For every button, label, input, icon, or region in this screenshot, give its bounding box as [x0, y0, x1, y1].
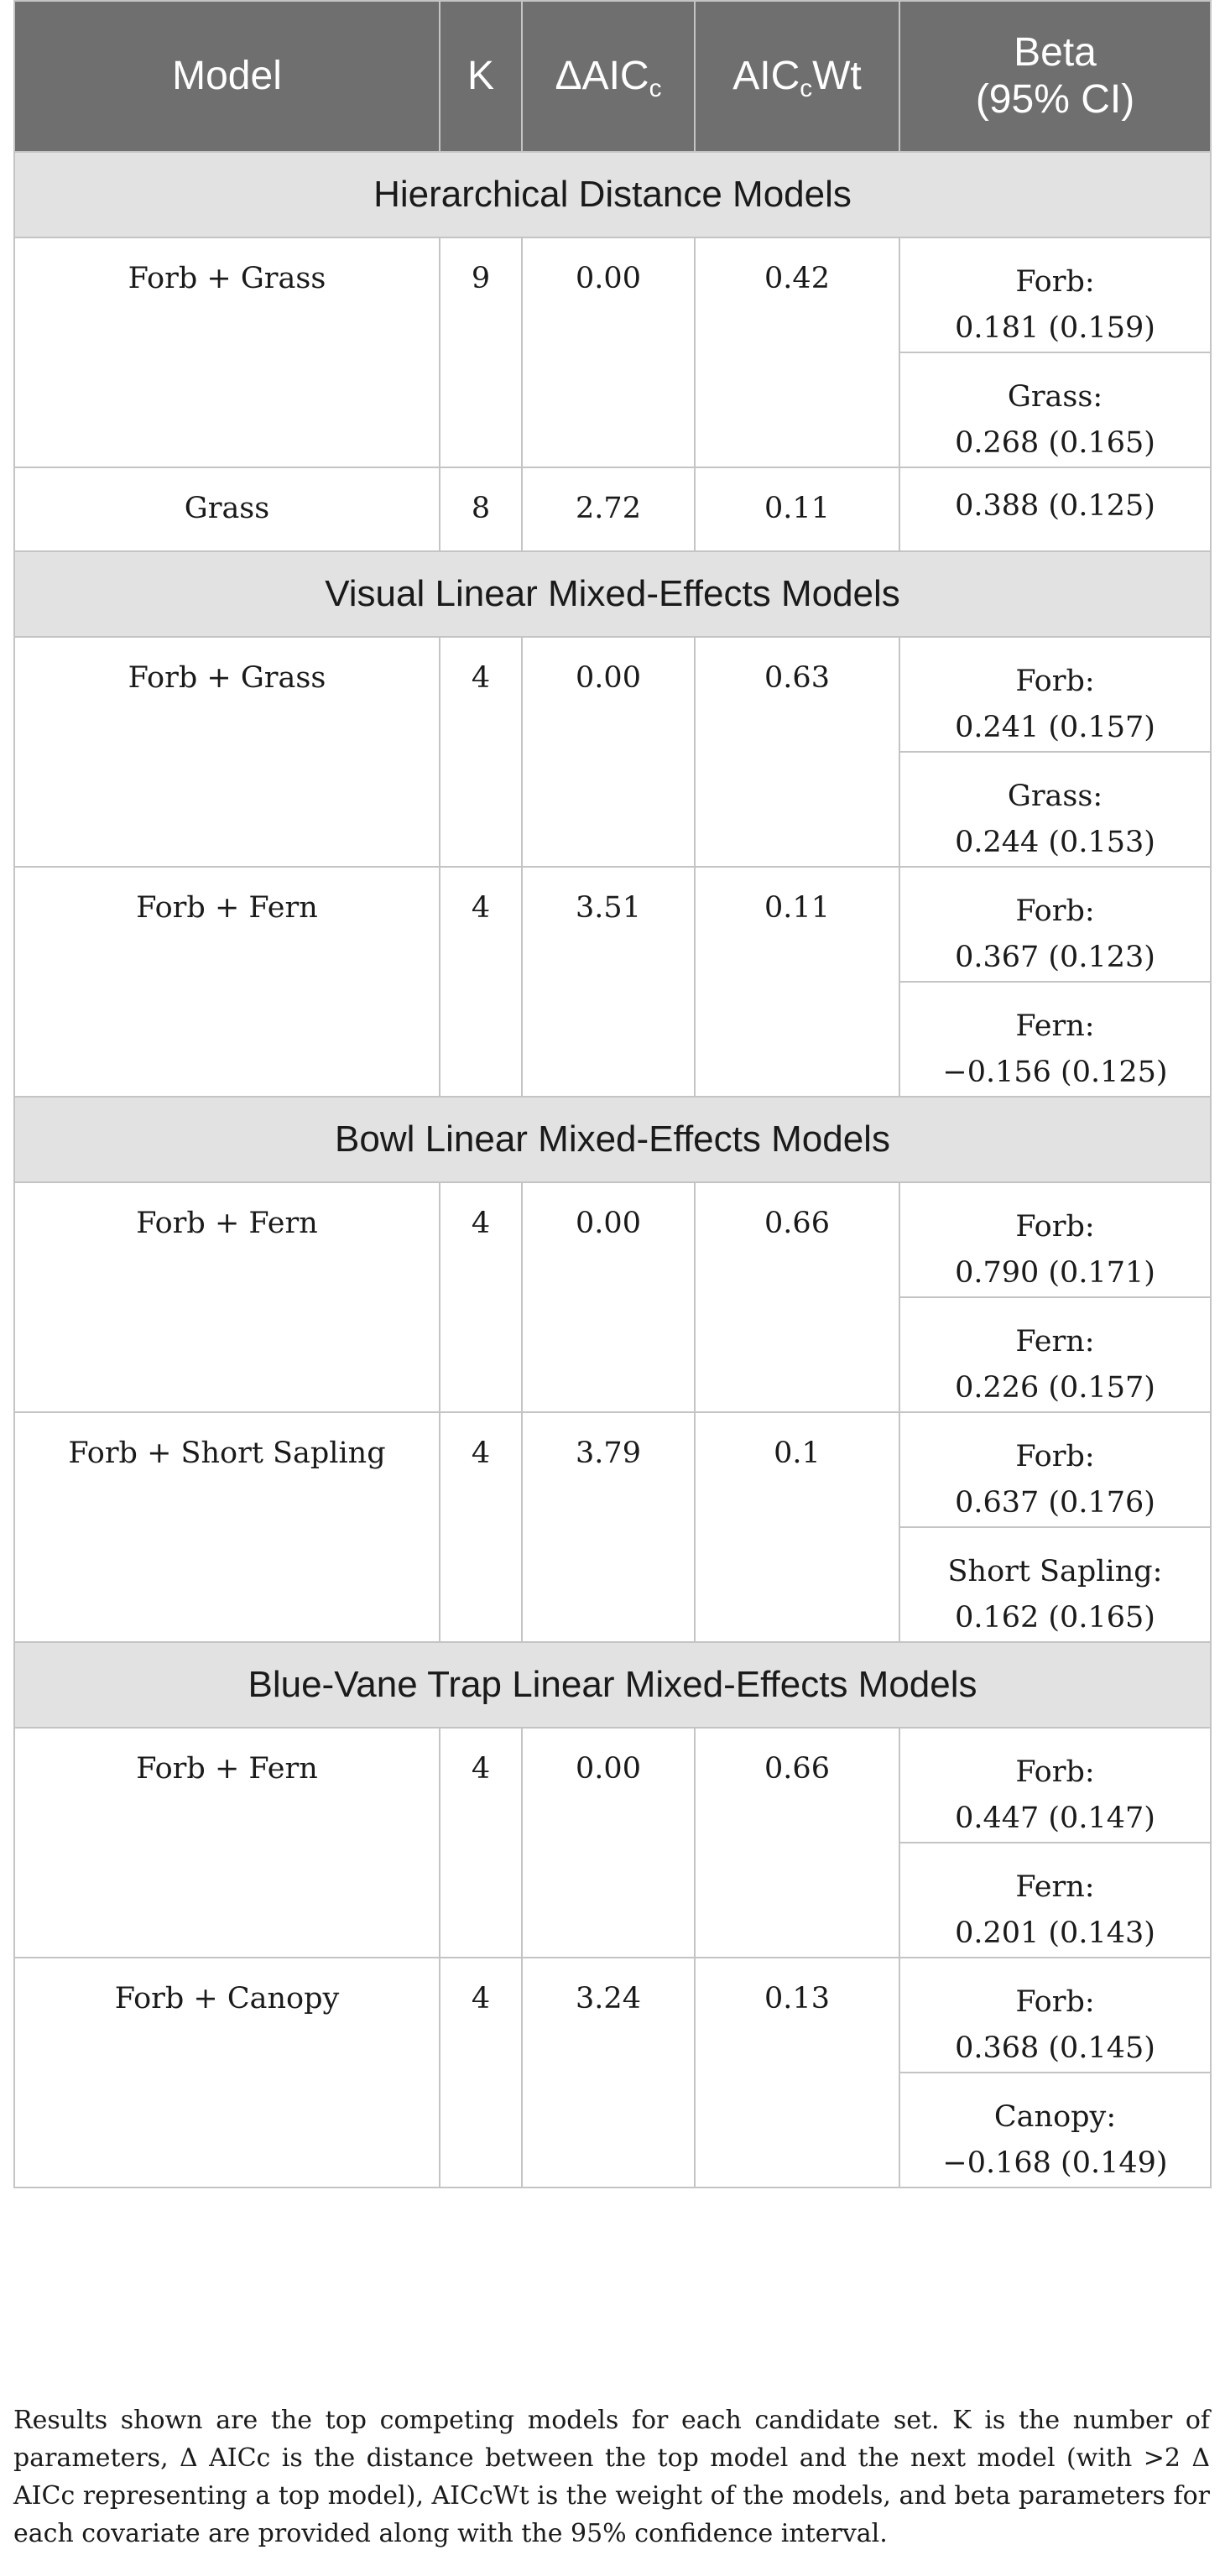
aiccwt-cell: 0.1 [695, 1412, 899, 1642]
section-row [14, 152, 1211, 237]
beta-value: 0.226 (0.157) [955, 1371, 1155, 1405]
beta-value: 0.368 (0.145) [955, 2031, 1155, 2065]
beta-value: 0.162 (0.165) [955, 1601, 1155, 1635]
delta-aicc-cell: 0.00 [522, 237, 695, 467]
beta-cell [899, 237, 1211, 352]
section-title: Blue-Vane Trap Linear Mixed-Effects Models [14, 1642, 1211, 1728]
beta-cell [899, 1958, 1211, 2073]
section-title: Bowl Linear Mixed-Effects Models [14, 1097, 1211, 1182]
beta-value: 0.367 (0.123) [955, 941, 1155, 974]
beta-covariate-label: Fern: [1015, 1009, 1095, 1043]
beta-value: 0.268 (0.165) [955, 426, 1155, 460]
aiccwt-cell: 0.11 [695, 867, 899, 1097]
table-body [14, 152, 1211, 2188]
beta-value: −0.156 (0.125) [942, 1056, 1168, 1089]
beta-value: 0.637 (0.176) [955, 1486, 1155, 1520]
model-cell: Grass [14, 467, 440, 551]
header-model: Model [14, 1, 440, 152]
beta-cell [899, 1527, 1211, 1642]
delta-aicc-cell: 3.51 [522, 867, 695, 1097]
delta-aicc-cell: 0.00 [522, 637, 695, 867]
beta-covariate-label: Forb: [1015, 1440, 1095, 1473]
aiccwt-cell: 0.66 [695, 1182, 899, 1412]
beta-value: −0.168 (0.149) [942, 2146, 1168, 2180]
model-cell: Forb + Grass [14, 237, 440, 467]
table-container [13, 0, 1210, 2188]
beta-value: 0.181 (0.159) [955, 311, 1155, 345]
beta-covariate-label: Grass: [1007, 780, 1103, 813]
table-row [14, 867, 1211, 982]
beta-cell [899, 752, 1211, 867]
beta-covariate-label: Forb: [1015, 665, 1095, 698]
beta-cell [899, 1412, 1211, 1527]
table-header [14, 1, 1211, 152]
beta-cell [899, 467, 1211, 551]
header-beta: Beta (95% CI) [899, 1, 1211, 152]
beta-value: 0.201 (0.143) [955, 1916, 1155, 1950]
beta-value: 0.388 (0.125) [955, 489, 1155, 523]
model-cell: Forb + Short Sapling [14, 1412, 440, 1642]
k-cell: 4 [440, 1958, 522, 2188]
aiccwt-cell: 0.13 [695, 1958, 899, 2188]
table-row [14, 1728, 1211, 1843]
section-row [14, 1097, 1211, 1182]
section-row [14, 551, 1211, 637]
beta-cell [899, 1182, 1211, 1297]
beta-covariate-label: Forb: [1015, 265, 1095, 299]
k-cell: 4 [440, 637, 522, 867]
aiccwt-cell: 0.63 [695, 637, 899, 867]
k-cell: 4 [440, 867, 522, 1097]
table-row [14, 1182, 1211, 1297]
header-row [14, 1, 1211, 152]
k-cell: 8 [440, 467, 522, 551]
beta-covariate-label: Forb: [1015, 894, 1095, 928]
model-cell: Forb + Fern [14, 1182, 440, 1412]
beta-covariate-label: Grass: [1007, 380, 1103, 414]
k-cell: 9 [440, 237, 522, 467]
table-row [14, 1958, 1211, 2073]
table-row [14, 1412, 1211, 1527]
beta-covariate-label: Forb: [1015, 1985, 1095, 2019]
beta-cell [899, 1297, 1211, 1412]
table-row [14, 237, 1211, 352]
beta-covariate-label: Canopy: [993, 2100, 1117, 2134]
table-row [14, 467, 1211, 551]
aiccwt-cell: 0.11 [695, 467, 899, 551]
beta-covariate-label: Fern: [1015, 1325, 1095, 1358]
delta-aicc-cell: 3.24 [522, 1958, 695, 2188]
k-cell: 4 [440, 1412, 522, 1642]
aiccwt-cell: 0.66 [695, 1728, 899, 1958]
header-aiccwt: $AIC_cWt$ [695, 1, 899, 152]
model-selection-table [13, 0, 1212, 2188]
header-delta-aicc: $\Delta AIC_c$ [522, 1, 695, 152]
delta-aicc-cell: 3.79 [522, 1412, 695, 1642]
model-cell: Forb + Canopy [14, 1958, 440, 2188]
section-title: Visual Linear Mixed-Effects Models [14, 551, 1211, 637]
beta-covariate-label: Fern: [1015, 1870, 1095, 1904]
beta-cell [899, 637, 1211, 752]
table-row [14, 637, 1211, 752]
beta-cell [899, 1728, 1211, 1843]
beta-value: 0.447 (0.147) [955, 1802, 1155, 1835]
beta-value: 0.790 (0.171) [955, 1256, 1155, 1290]
table-footnote: Results shown are the top competing models for each candidate set. K is the number of parameters, Δ AICc is the distance between the top model and the next model (with >2 Δ AICc representing a top model), AICcWt is the weight of the models, and beta parameters for each covariate are provided along with the 95% confidence interval. [13, 2406, 1210, 2548]
beta-covariate-label: Forb: [1015, 1210, 1095, 1244]
beta-covariate-label: Short Sapling: [947, 1555, 1163, 1588]
beta-cell [899, 2073, 1211, 2188]
beta-cell [899, 1843, 1211, 1958]
beta-value: 0.241 (0.157) [955, 711, 1155, 744]
beta-value: 0.244 (0.153) [955, 826, 1155, 859]
beta-covariate-label: Forb: [1015, 1755, 1095, 1789]
section-row [14, 1642, 1211, 1728]
model-cell: Forb + Fern [14, 867, 440, 1097]
beta-cell [899, 867, 1211, 982]
header-k: K [440, 1, 522, 152]
aiccwt-cell: 0.42 [695, 237, 899, 467]
delta-aicc-cell: 2.72 [522, 467, 695, 551]
section-title: Hierarchical Distance Models [14, 152, 1211, 237]
beta-cell [899, 352, 1211, 467]
delta-aicc-cell: 0.00 [522, 1182, 695, 1412]
model-cell: Forb + Fern [14, 1728, 440, 1958]
delta-aicc-cell: 0.00 [522, 1728, 695, 1958]
model-cell: Forb + Grass [14, 637, 440, 867]
k-cell: 4 [440, 1182, 522, 1412]
k-cell: 4 [440, 1728, 522, 1958]
beta-cell [899, 982, 1211, 1097]
